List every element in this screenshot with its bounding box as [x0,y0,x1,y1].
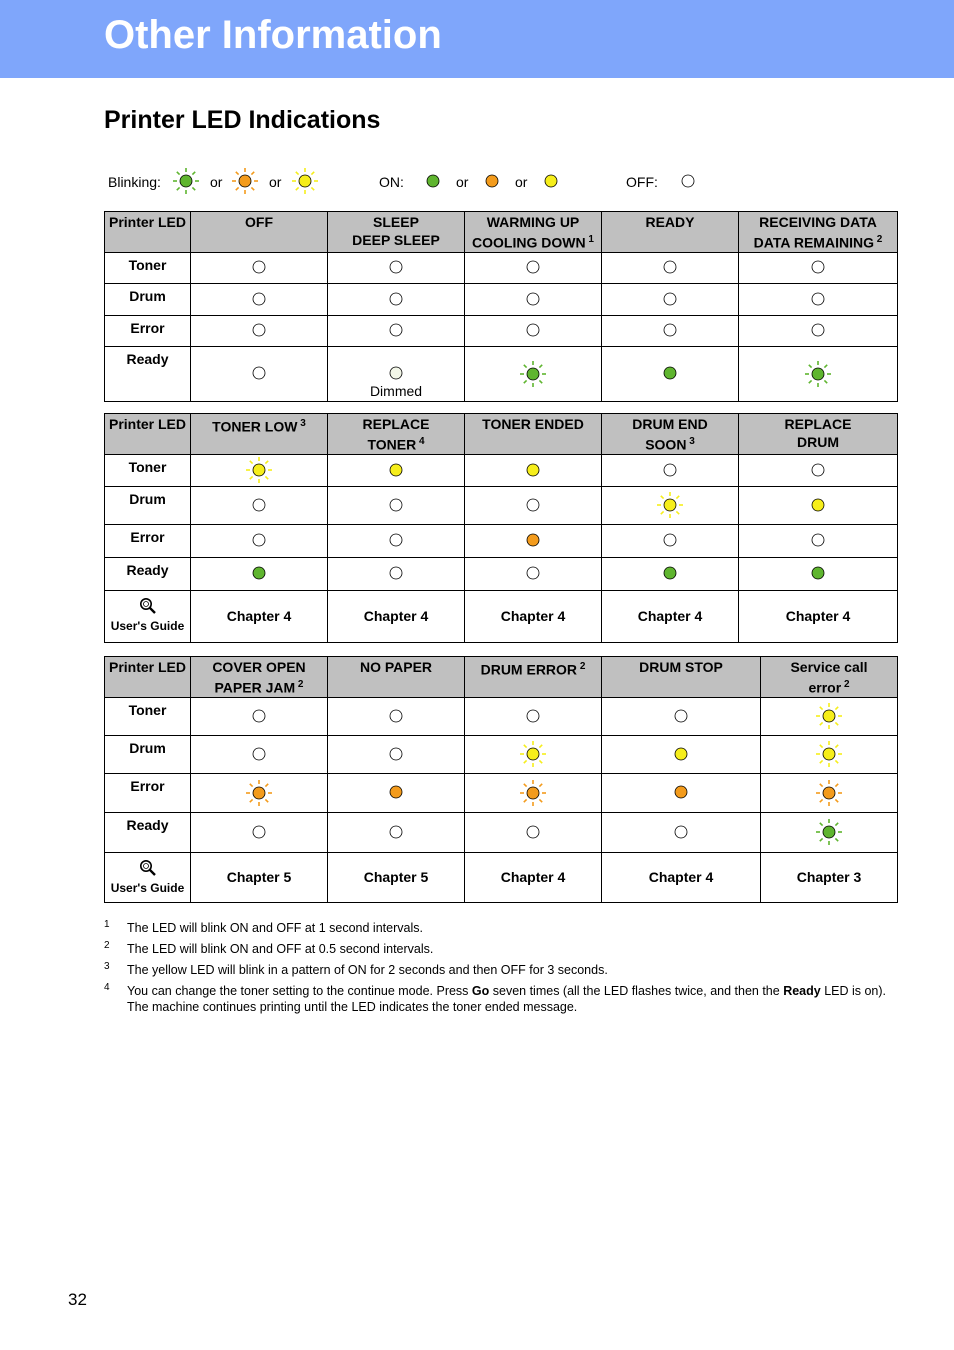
off-led-icon [526,259,540,276]
blink-orange-led-icon [815,784,843,801]
led-cell [191,346,328,401]
led-row-label: Error [105,524,191,557]
orange-led-icon [674,784,688,801]
led-cell [328,524,465,557]
yellow-led-icon [811,496,825,513]
led-cell [602,252,739,283]
blink-green-led-icon [815,823,843,840]
led-cell [602,315,739,346]
led-cell [465,454,602,486]
led-cell [602,735,761,773]
led-cell [761,697,898,735]
blinking-orange-led-icon [231,167,259,200]
status-column-header: OFF [191,212,328,253]
footnote-text: The LED will blink ON and OFF at 0.5 second intervals. [127,942,434,956]
printer-led-header: Printer LED [105,212,191,253]
off-led-icon [252,322,266,339]
chapter-reference: Chapter 5 [191,852,328,902]
off-led-icon [252,496,266,513]
off-led-icon [389,290,403,307]
led-row-label: Ready [105,557,191,590]
blinking-yellow-led-icon [291,167,319,200]
blink-yellow-led-icon [815,745,843,762]
table-row [105,486,898,524]
off-led-icon [252,365,266,382]
off-led-icon [526,496,540,513]
blink-yellow-led-icon [815,707,843,724]
status-column-header: DRUM END SOON $^3$ [602,414,739,455]
users-guide-label: User's Guide [110,618,185,633]
led-cell [191,812,328,852]
led-cell [328,773,465,812]
dimmed-label: Dimmed [369,382,423,399]
led-status-table [104,656,898,903]
off-led-icon [252,745,266,762]
off-led-icon [252,259,266,276]
yellow-led-icon [526,461,540,478]
green-led-icon [811,565,825,582]
table-header-row [105,212,898,253]
off-led-icon [389,707,403,724]
led-cell [465,697,602,735]
status-column-header: DRUM STOP [602,657,761,698]
table-row [105,697,898,735]
off-led-icon [526,290,540,307]
green-led-icon [663,365,677,382]
led-cell [191,486,328,524]
led-row-label: Toner [105,252,191,283]
led-cell [739,283,898,315]
table-row [105,252,898,283]
led-cell [465,283,602,315]
off-led-icon [674,823,688,840]
status-column-header: RECEIVING DATA DATA REMAINING $^2$ [739,212,898,253]
blink-green-led-icon [804,365,832,382]
led-cell [328,486,465,524]
led-cell [739,557,898,590]
off-led-icon [663,290,677,307]
magnifier-icon [139,866,157,880]
led-cell [602,697,761,735]
led-cell [602,283,739,315]
printer-led-header: Printer LED [105,414,191,455]
footnote [104,962,899,978]
table-row [105,773,898,812]
orange-led-icon [389,784,403,801]
orange-led-icon [485,174,499,193]
led-cell [328,454,465,486]
blink-orange-led-icon [519,784,547,801]
off-led-icon [526,322,540,339]
blinking-green-led-icon [172,167,200,200]
orange-led-icon [526,532,540,549]
magnifier-icon [139,604,157,618]
led-cell [328,283,465,315]
blink-yellow-led-icon [245,461,273,478]
led-row-label: Ready [105,812,191,852]
off-led-icon [811,461,825,478]
footnote [104,983,899,1015]
led-cell [191,283,328,315]
status-column-header: REPLACE TONER $^4$ [328,414,465,455]
led-cell [191,252,328,283]
led-cell [191,524,328,557]
off-led-icon [811,322,825,339]
footnote-number: 3 [104,961,110,972]
led-row-label: Drum [105,283,191,315]
chapter-reference-row [105,590,898,642]
off-led-icon [389,565,403,582]
led-cell [602,524,739,557]
led-cell [328,252,465,283]
table-row [105,524,898,557]
status-column-header: DRUM ERROR $^2$ [465,657,602,698]
yellow-led-icon [544,174,558,193]
chapter-reference: Chapter 5 [328,852,465,902]
status-column-header: SLEEP DEEP SLEEP [328,212,465,253]
off-led-icon [663,259,677,276]
off-led-icon [252,823,266,840]
footnote-text: The LED will blink ON and OFF at 1 second intervals. [127,921,423,935]
led-cell [465,735,602,773]
led-cell [465,557,602,590]
chapter-reference: Chapter 4 [602,852,761,902]
led-cell [191,454,328,486]
page-title: Other Information [104,13,442,57]
led-cell [739,524,898,557]
table-row [105,454,898,486]
led-cell [191,735,328,773]
green-led-icon [252,565,266,582]
table-row [105,557,898,590]
led-cell [328,697,465,735]
led-cell [328,315,465,346]
status-column-header: READY [602,212,739,253]
blink-yellow-led-icon [519,745,547,762]
table-header-row [105,657,898,698]
off-led-icon [681,174,695,193]
status-column-header: COVER OPEN PAPER JAM $^2$ [191,657,328,698]
chapter-reference: Chapter 4 [465,590,602,642]
off-led-icon [252,532,266,549]
led-cell [465,486,602,524]
off-led-icon [389,823,403,840]
footnote-number: 1 [104,919,110,930]
blink-green-led-icon [519,365,547,382]
off-led-icon [811,532,825,549]
off-led-icon [389,745,403,762]
led-row-label: Ready [105,346,191,401]
led-row-label: Drum [105,735,191,773]
led-status-table [104,413,898,643]
users-guide-label: User's Guide [110,880,185,895]
chapter-reference: Chapter 3 [761,852,898,902]
off-led-icon [389,532,403,549]
led-cell [465,346,602,401]
led-cell [761,773,898,812]
legend-blinking-label: Blinking: [108,174,161,190]
off-led-icon [252,707,266,724]
legend-off-label: OFF: [626,174,658,190]
led-cell [191,697,328,735]
off-led-icon [526,707,540,724]
off-led-icon [526,565,540,582]
green-led-icon [663,565,677,582]
printer-led-header: Printer LED [105,657,191,698]
table-row [105,735,898,773]
chapter-reference-row [105,852,898,902]
users-guide-reference [105,852,191,902]
led-cell [602,486,739,524]
led-cell [328,812,465,852]
status-column-header: WARMING UP COOLING DOWN $^1$ [465,212,602,253]
chapter-reference: Chapter 4 [465,852,602,902]
off-led-icon [811,290,825,307]
table-row [105,315,898,346]
status-column-header: NO PAPER [328,657,465,698]
led-cell [602,812,761,852]
led-cell [328,346,465,401]
chapter-reference: Chapter 4 [328,590,465,642]
green-led-icon [426,174,440,193]
off-led-icon [674,707,688,724]
status-column-header: TONER LOW $^3$ [191,414,328,455]
status-column-header: TONER ENDED [465,414,602,455]
led-row-label: Error [105,315,191,346]
chapter-reference: Chapter 4 [739,590,898,642]
led-cell [602,346,739,401]
users-guide-reference [105,590,191,642]
table-row [105,283,898,315]
off-led-icon [389,322,403,339]
led-cell [739,454,898,486]
chapter-reference: Chapter 4 [191,590,328,642]
led-cell [465,315,602,346]
led-cell [465,524,602,557]
status-column-header: REPLACE DRUM [739,414,898,455]
off-led-icon [252,290,266,307]
led-cell [328,557,465,590]
legend-or: or [269,174,282,190]
legend-or: or [456,174,469,190]
led-cell [465,252,602,283]
section-title: Printer LED Indications [104,106,381,134]
off-led-icon [389,259,403,276]
led-row-label: Toner [105,697,191,735]
footnote-text: You can change the toner setting to the continue mode. Press Go seven times (all the LED flashes twice, and then the Ready LED is on). The machine continues printing until the LED indicates the toner ended message. [127,984,887,1014]
led-cell [739,346,898,401]
led-cell [191,315,328,346]
blink-orange-led-icon [245,784,273,801]
footnote-number: 2 [104,940,110,951]
led-cell [739,252,898,283]
led-status-table [104,211,898,402]
led-cell [465,812,602,852]
table-row [105,346,898,401]
led-row-label: Toner [105,454,191,486]
led-cell [739,315,898,346]
led-row-label: Error [105,773,191,812]
yellow-led-icon [674,745,688,762]
led-cell [465,773,602,812]
led-cell [602,557,739,590]
table-header-row [105,414,898,455]
led-cell [328,735,465,773]
page-number: 32 [68,1290,87,1309]
footnote-text: The yellow LED will blink in a pattern of ON for 2 seconds and then OFF for 3 seconds. [127,963,608,977]
chapter-reference: Chapter 4 [602,590,739,642]
footnotes [104,920,899,1020]
footnote-number: 4 [104,982,110,993]
legend-on-label: ON: [379,174,404,190]
off-led-icon [526,823,540,840]
led-cell [761,735,898,773]
page-banner [0,0,954,78]
footnote [104,920,899,936]
led-cell [602,773,761,812]
table-row [105,812,898,852]
led-cell [191,557,328,590]
status-column-header: Service call error $^2$ [761,657,898,698]
legend-or: or [210,174,223,190]
off-led-icon [389,496,403,513]
off-led-icon [663,322,677,339]
led-cell [739,486,898,524]
off-led-icon [389,365,403,382]
led-cell [761,812,898,852]
off-led-icon [663,461,677,478]
footnote [104,941,899,957]
legend-or: or [515,174,528,190]
yellow-led-icon [389,461,403,478]
off-led-icon [663,532,677,549]
led-row-label: Drum [105,486,191,524]
off-led-icon [811,259,825,276]
blink-yellow-led-icon [656,496,684,513]
led-cell [602,454,739,486]
led-cell [191,773,328,812]
